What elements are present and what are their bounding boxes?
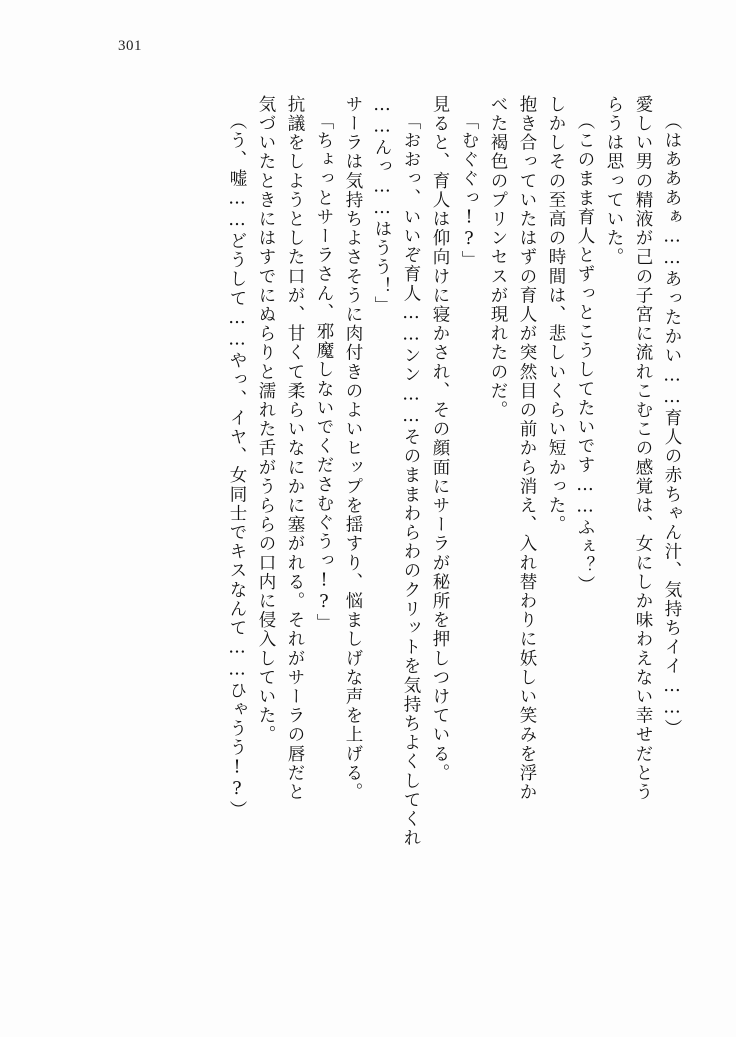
text-line: ……んっ……はうう！」 — [372, 95, 392, 316]
text-line: （このまま育人とずっとこうしてたいです……ふぇ？） — [575, 112, 595, 595]
text-line: しかしその至高の時間は、悲しいくらい短かった。 — [546, 95, 566, 535]
text-line: （はあああぁ……あったかい……育人の赤ちゃん汁、気持ちイイ……） — [662, 112, 682, 739]
text-line: 抗議をしようとした口が、甘くて柔らいなにかに塞がれる。それがサーラの唇だと — [285, 95, 305, 802]
text-line: 「むぐぐっ!?」 — [459, 112, 479, 270]
page-number: 301 — [118, 38, 142, 54]
text-line: 見ると、育人は仰向けに寝かされ、その顔面にサーラが秘所を押しつけている。 — [430, 95, 450, 783]
text-line: 抱き合っていたはずの育人が突然目の前から消え、入れ替わりに妖しい笑みを浮か — [517, 95, 537, 802]
text-line: 「ちょっとサーラさん、邪魔しないでくださむぐうっ!?」 — [314, 112, 334, 633]
text-line: らうは思っていた。 — [604, 95, 624, 267]
text-line: （う、嘘……どうして……やっ、イヤ、女同士でキスなんて……ひゃうう!?） — [227, 112, 247, 820]
text-line: 気づいたときにはすでにぬらりと濡れた舌がうららの口内に侵入していた。 — [256, 95, 276, 745]
vertical-text-body — [60, 95, 680, 885]
text-line: べた褐色のプリンセスが現れたのだ。 — [488, 95, 508, 420]
text-line: 愛しい男の精液が己の子宮に流れこむこの感覚は、女にしか味わえない幸せだとう — [633, 95, 653, 802]
text-line: 「おおっ、いいぞ育人……ンン……そのままわらわのクリットを気持ちよくしてくれ — [401, 112, 421, 848]
text-line: サーラは気持ちよさそうに肉付きのよいヒップを揺すり、悩ましげな声を上げる。 — [343, 95, 363, 802]
